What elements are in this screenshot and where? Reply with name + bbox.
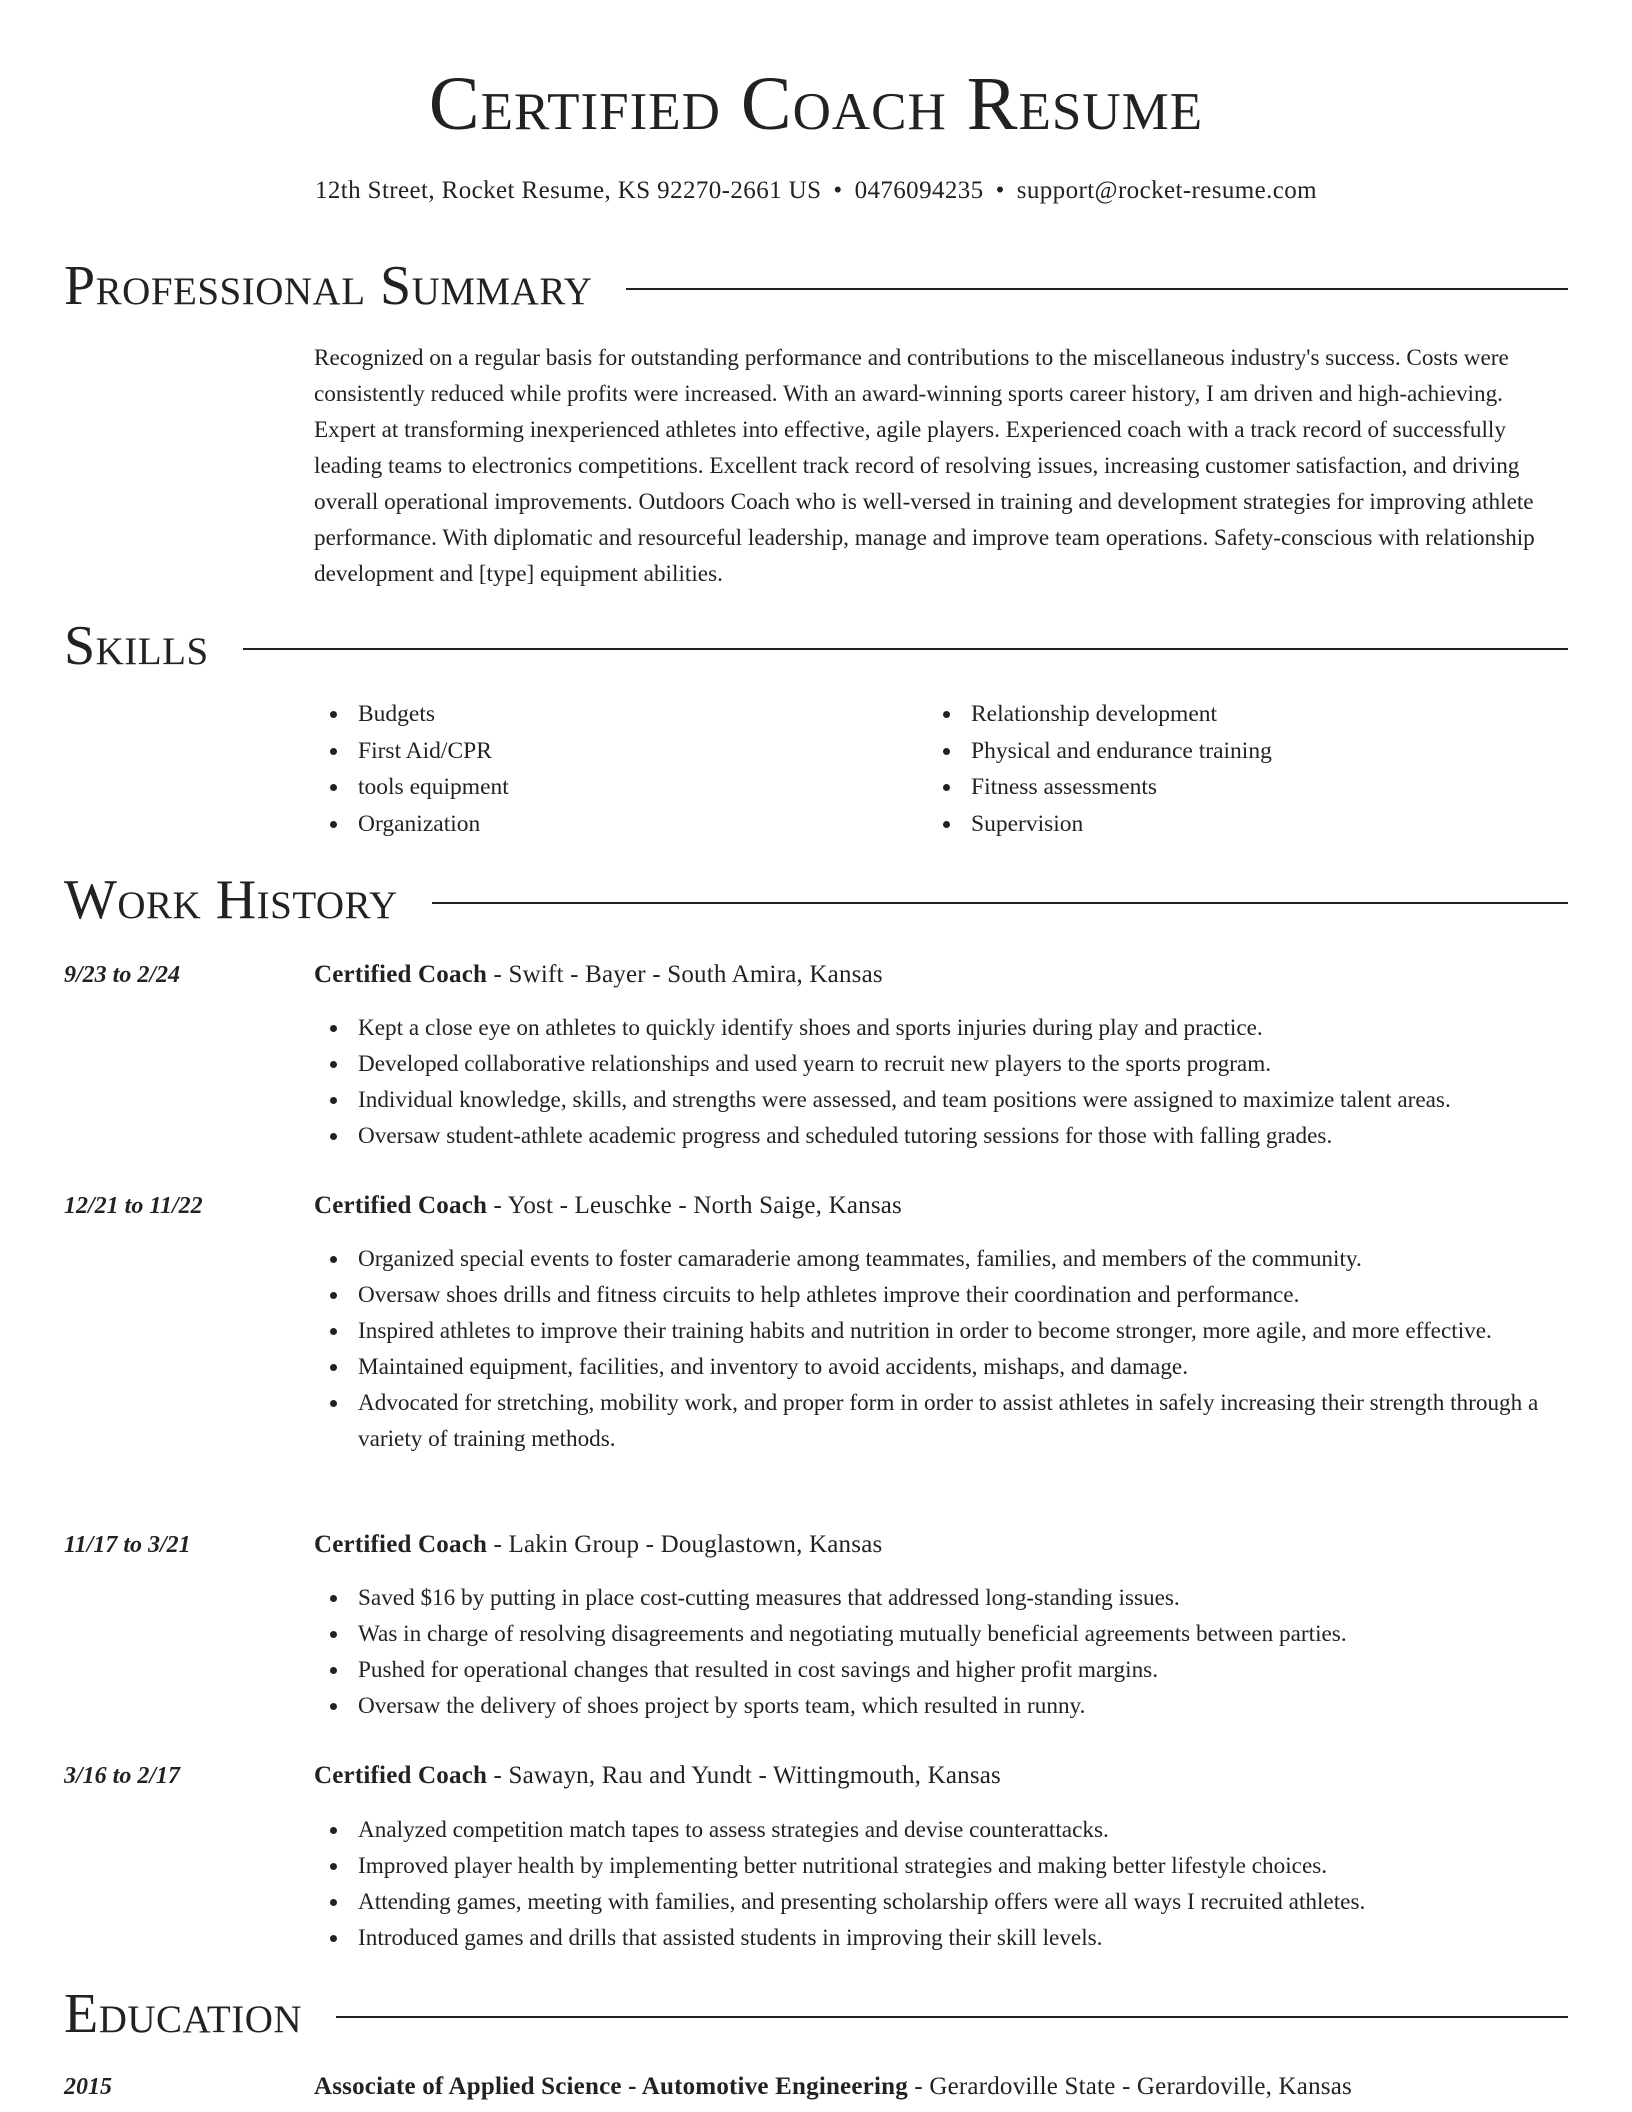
- job-dates: 9/23 to 2/24: [64, 962, 181, 988]
- section-divider: [432, 902, 1568, 904]
- skills-list-right: [927, 696, 1487, 843]
- job-title-line: [314, 1191, 902, 1221]
- duty-item: Improved player health by implementing better nutritional strategies and making better lifestyle choices.: [314, 1848, 1570, 1884]
- skill-item: Physical and endurance training: [927, 733, 1487, 770]
- job-role: Certified Coach: [314, 1192, 488, 1219]
- job-duties: [314, 1010, 1570, 1154]
- section-divider: [626, 288, 1568, 290]
- job-details: - Swift - Bayer - South Amira, Kansas: [487, 961, 883, 988]
- duty-item: Inspired athletes to improve their training habits and nutrition in order to become stronger, more agile, and more effective.: [314, 1313, 1570, 1349]
- skills-section-header: [64, 614, 1568, 678]
- work-section-header: [64, 868, 1568, 932]
- summary-section-header: [64, 254, 1568, 318]
- duty-item: Oversaw student-athlete academic progress and scheduled tutoring sessions for those with falling grades.: [314, 1118, 1570, 1154]
- duty-item: Advocated for stretching, mobility work, and proper form in order to assist athletes in safely increasing their strength through a variety of training methods.: [314, 1385, 1570, 1457]
- duty-item: Analyzed competition match tapes to assess strategies and devise counterattacks.: [314, 1812, 1570, 1848]
- duty-item: Introduced games and drills that assisted students in improving their skill levels.: [314, 1920, 1570, 1956]
- skill-item: Fitness assessments: [927, 769, 1487, 806]
- skills-heading: Skills: [64, 615, 209, 677]
- summary-text: Recognized on a regular basis for outstanding performance and contributions to the miscellaneous industry's success. Costs were consistently reduced while profits were increased. With an award-winning sports career history, I am driven and high-achieving. Expert at transforming inexperienced athletes into effective, agile players. Experienced coach with a track record of successfully leading teams to electronics competitions. Excellent track record of resolving issues, increasing customer satisfaction, and driving overall operational improvements. Outdoors Coach who is well-versed in training and development strategies for improving athlete performance. With diplomatic and resourceful leadership, manage and improve team operations. Safety-conscious with relationship development and [type] equipment abilities.: [314, 345, 1535, 587]
- skill-item: Budgets: [314, 696, 874, 733]
- phone: 0476094235: [854, 177, 984, 204]
- address: 12th Street, Rocket Resume, KS 92270-2661 US: [314, 177, 822, 204]
- duty-item: Organized special events to foster camaraderie among teammates, families, and members of the community.: [314, 1241, 1570, 1277]
- job-dates: 12/21 to 11/22: [64, 1193, 203, 1219]
- section-divider: [243, 648, 1568, 650]
- education-section-header: [64, 1982, 1568, 2046]
- job-details: - Sawayn, Rau and Yundt - Wittingmouth, Kansas: [487, 1762, 1001, 1789]
- job-role: Certified Coach: [314, 1531, 488, 1558]
- work-heading: Work History: [64, 869, 398, 931]
- education-degree: Associate of Applied Science - Automotive Engineering: [314, 2073, 908, 2100]
- duty-item: Kept a close eye on athletes to quickly identify shoes and sports injuries during play and practice.: [314, 1010, 1570, 1046]
- education-heading: Education: [64, 1983, 303, 2045]
- job-dates: 3/16 to 2/17: [64, 1763, 181, 1789]
- job-duties: [314, 1580, 1570, 1724]
- education-details: - Gerardoville State - Gerardoville, Kansas: [907, 2073, 1352, 2100]
- skill-item: Relationship development: [927, 696, 1487, 733]
- duty-item: Individual knowledge, skills, and strengths were assessed, and team positions were assigned to maximize talent areas.: [314, 1082, 1570, 1118]
- skill-item: tools equipment: [314, 769, 874, 806]
- duty-item: Oversaw shoes drills and fitness circuits to help athletes improve their coordination and performance.: [314, 1277, 1570, 1313]
- duty-item: Maintained equipment, facilities, and inventory to avoid accidents, mishaps, and damage.: [314, 1349, 1570, 1385]
- separator-dot: •: [833, 177, 843, 204]
- duty-item: Was in charge of resolving disagreements and negotiating mutually beneficial agreements between parties.: [314, 1616, 1570, 1652]
- job-duties: [314, 1241, 1570, 1457]
- skill-item: Supervision: [927, 806, 1487, 843]
- job-details: - Lakin Group - Douglastown, Kansas: [487, 1531, 883, 1558]
- email: support@rocket-resume.com: [1016, 177, 1318, 204]
- summary-heading: Professional Summary: [64, 255, 593, 317]
- skills-list-left: [314, 696, 874, 843]
- contact-line: [0, 176, 1632, 206]
- skill-item: Organization: [314, 806, 874, 843]
- duty-item: Oversaw the delivery of shoes project by sports team, which resulted in runny.: [314, 1688, 1570, 1724]
- job-title-line: [314, 960, 883, 990]
- duty-item: Developed collaborative relationships and used yearn to recruit new players to the sports program.: [314, 1046, 1570, 1082]
- job-role: Certified Coach: [314, 1762, 488, 1789]
- education-line: [314, 2072, 1352, 2102]
- resume-title: Certified Coach Resume: [428, 62, 1204, 146]
- job-dates: 11/17 to 3/21: [64, 1532, 191, 1558]
- education-year: 2015: [64, 2074, 112, 2100]
- job-details: - Yost - Leuschke - North Saige, Kansas: [487, 1192, 902, 1219]
- duty-item: Saved $16 by putting in place cost-cutting measures that addressed long-standing issues.: [314, 1580, 1570, 1616]
- duty-item: Pushed for operational changes that resulted in cost savings and higher profit margins.: [314, 1652, 1570, 1688]
- job-title-line: [314, 1761, 1001, 1791]
- job-title-line: [314, 1530, 882, 1560]
- job-duties: [314, 1812, 1570, 1956]
- separator-dot: •: [995, 177, 1005, 204]
- duty-item: Attending games, meeting with families, and presenting scholarship offers were all ways I recruited athletes.: [314, 1884, 1570, 1920]
- job-role: Certified Coach: [314, 961, 488, 988]
- skill-item: First Aid/CPR: [314, 733, 874, 770]
- section-divider: [336, 2016, 1568, 2018]
